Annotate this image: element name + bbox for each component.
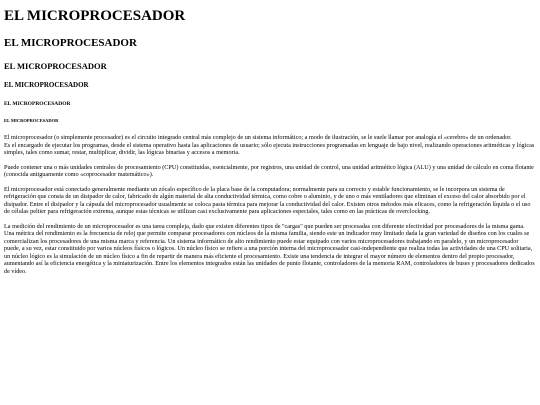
- paragraph-cpu-units: Puede contener una o más unidades centrales de procesamiento (CPU) constituidas, esencialmente, por registros, una unidad de control, una unidad aritmético lógica (ALU) y una unidad de cálculo en coma flotante (conocida antiguamente como «coprocesador matemático»).: [4, 163, 534, 178]
- heading-3: EL MICROPROCESADOR: [4, 61, 107, 71]
- heading-1: EL MICROPROCESADOR: [4, 8, 186, 24]
- paragraph-performance: La medición del rendimiento de un microprocesador es una tarea compleja, dado que existen diferentes tipos de "cargas" que pueden ser procesadas con diferente efectividad por procesadores de la misma gama. Una métrica del rendimiento es la frecuencia de reloj que permite comparar procesadores con núcleos de la misma familia, siendo este un indicador muy limitado dada la gran variedad de diseños con los cuales se comercializan los procesadores de una misma marca y referencia. Un sistema informático de alto rendimiento puede estar equipado con varios microprocesadores trabajando en paralelo, y un microprocesador puede, a su vez, estar constituido por varios núcleos físicos o lógicos. Un núcleo físico se refiere a una porción interna del microprocesador casi-independiente que realiza todas las actividades de una CPU solitaria, un núcleo lógico es la simulación de un núcleo físico a fin de repartir de manera más eficiente el procesamiento. Existe una tendencia de integrar el mayor número de elementos dentro del propio procesador, aumentando así la eficiencia energética y la miniaturización. Entre los elementos integrados están las unidades de punto flotante, controladores de la memoria RAM, controladores de buses y procesadores dedicados de vídeo.: [4, 222, 535, 275]
- heading-2: EL MICROPROCESADOR: [4, 37, 137, 49]
- paragraph-cooling: El microprocesador está conectado generalmente mediante un zócalo específico de la placa base de la computadora; normalmente para su correcto y estable funcionamiento, se le incorpora un sistema de refrigeración que consta de un disipador de calor, fabricado de algún material de alta conductividad térmica, como cobre o aluminio, y de uno o más ventiladores que eliminan el exceso del calor absorbido por el disipador. Entre el disipador y la cápsula del microprocesador usualmente se coloca pasta térmica para mejorar la conductividad del calor. Existen otros métodos más eficaces, como la refrigeración líquida o el uso de células peltier para refrigeración extrema, aunque estas técnicas se utilizan casi exclusivamente para aplicaciones especiales, tales como en las prácticas de overclocking.: [4, 185, 531, 215]
- paragraph-intro: El microprocesador (o simplemente procesador) es el circuito integrado central más complejo de un sistema informático; a modo de ilustración, se le suele llamar por analogía el «cerebro» de un ordenador.: [4, 134, 512, 141]
- heading-6: EL MICROPROCESADOR: [4, 118, 59, 123]
- paragraph-block-1: [4, 134, 536, 157]
- heading-4: EL MICROPROCESADOR: [4, 81, 89, 89]
- paragraph-execution: Es el encargado de ejecutar los programas, desde el sistema operativo hasta las aplicaciones de usuario; sólo ejecuta instrucciones programadas en lenguaje de bajo nivel, realizando operaciones aritméticas y lógicas simples, tales como sumar, restar, multiplicar, dividir, las lógicas binarias y accesos a memoria.: [4, 141, 535, 156]
- heading-5: EL MICROPROCESADOR: [4, 101, 71, 107]
